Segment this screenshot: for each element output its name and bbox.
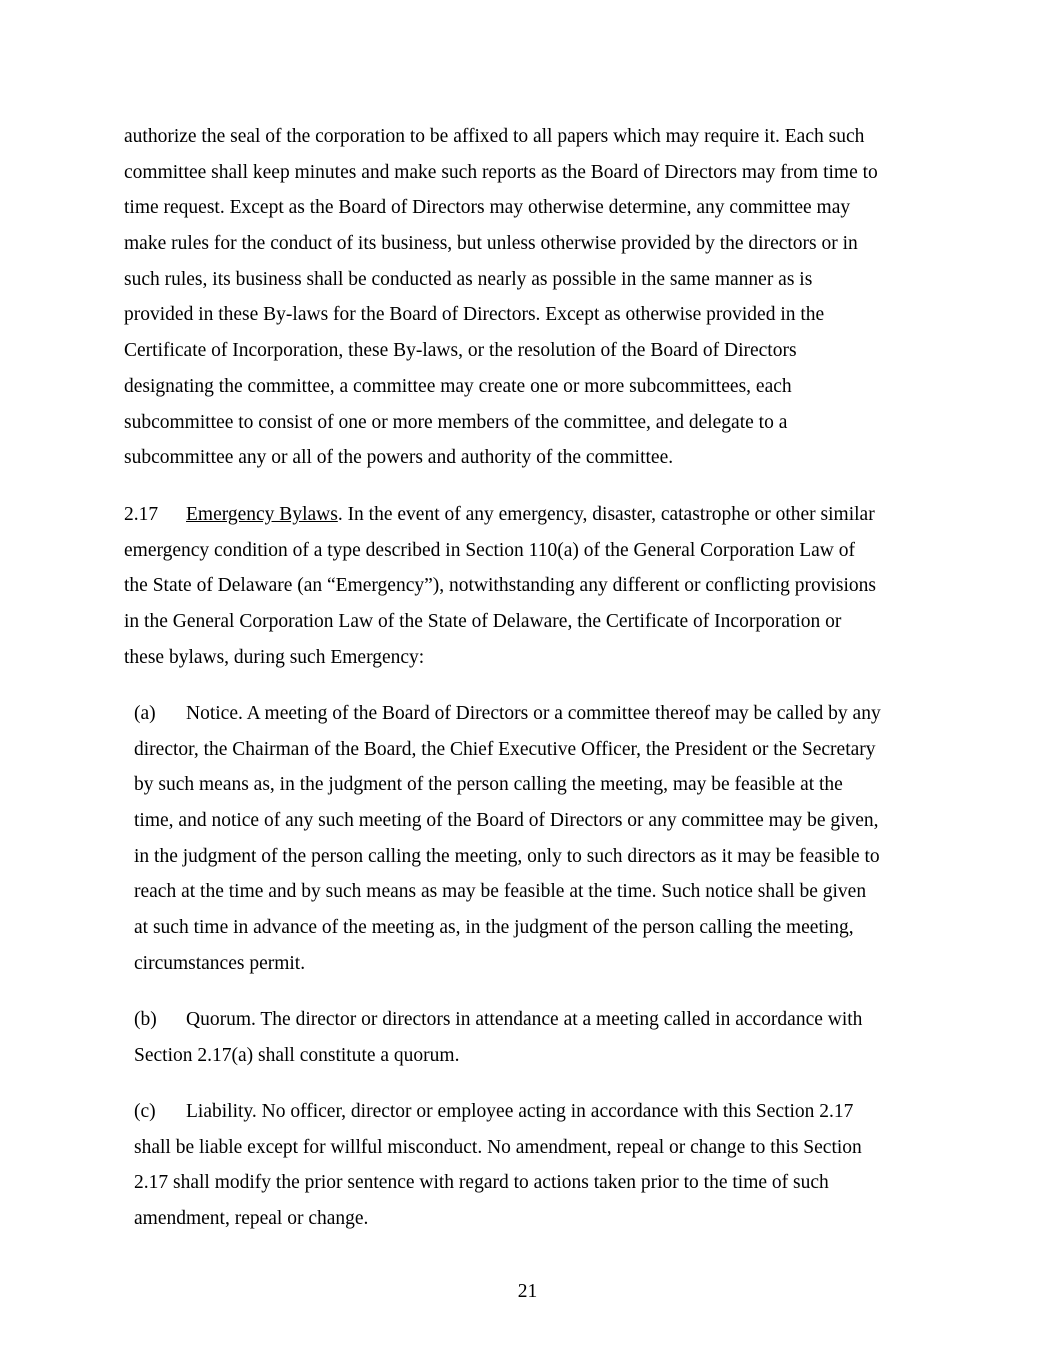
- subsection-first-line: [134, 1002, 862, 1038]
- subsection-a-notice: [134, 696, 881, 982]
- paragraph-committee-continuation: [124, 119, 878, 476]
- subsection-label: (a): [134, 703, 156, 724]
- text-line: subcommittee any or all of the powers and authority of the committee.: [124, 447, 674, 469]
- subsection-c-liability: [134, 1094, 862, 1237]
- text-line: subcommittee to consist of one or more members of the committee, and delegate to a: [124, 411, 788, 433]
- text-line: the State of Delaware (an “Emergency”), notwithstanding any different or conflicting provisions: [124, 575, 876, 597]
- section-heading: Emergency Bylaws: [186, 504, 338, 525]
- text-line: in the judgment of the person calling the meeting, only to such directors as it may be feasible to: [134, 845, 880, 867]
- text-line: Certificate of Incorporation, these By-laws, or the resolution of the Board of Directors: [124, 340, 797, 362]
- text-line: emergency condition of a type described in Section 110(a) of the General Corporation Law of: [124, 539, 856, 561]
- subsection-first-line: [134, 1094, 862, 1130]
- text-line: circumstances permit.: [134, 952, 306, 974]
- text-line: committee shall keep minutes and make such reports as the Board of Directors may from time to: [124, 161, 878, 183]
- text-line: time, and notice of any such meeting of the Board of Directors or any committee may be given,: [134, 810, 879, 832]
- text-fragment: Notice. A meeting of the Board of Directors or a committee thereof may be called by any: [186, 703, 881, 724]
- text-line: 2.17 shall modify the prior sentence with regard to actions taken prior to the time of such: [134, 1172, 829, 1194]
- text-line: provided in these By-laws for the Board of Directors. Except as otherwise provided in the: [124, 304, 825, 326]
- text-line: such rules, its business shall be conducted as nearly as possible in the same manner as is: [124, 268, 813, 290]
- subsection-label: (c): [134, 1101, 156, 1122]
- page-number: 21: [517, 1281, 538, 1302]
- text-line: authorize the seal of the corporation to be affixed to all papers which may require it. Each such: [124, 126, 865, 147]
- section-2-17-emergency-bylaws: [124, 497, 876, 675]
- text-line: in the General Corporation Law of the State of Delaware, the Certificate of Incorporation or: [124, 611, 842, 633]
- text-line: reach at the time and by such means as may be feasible at the time. Such notice shall be given: [134, 881, 867, 903]
- subsection-label: (b): [134, 1009, 157, 1030]
- text-fragment: Liability. No officer, director or employee acting in accordance with this Section 2.17: [186, 1101, 854, 1122]
- text-line: at such time in advance of the meeting as, in the judgment of the person calling the meeting,: [134, 917, 854, 939]
- text-fragment: . In the event of any emergency, disaster, catastrophe or other similar: [337, 504, 875, 525]
- section-heading-line: [124, 497, 876, 533]
- subsection-first-line: [134, 696, 881, 732]
- text-line: director, the Chairman of the Board, the Chief Executive Officer, the President or the Secretary: [134, 738, 876, 760]
- text-line: designating the committee, a committee may create one or more subcommittees, each: [124, 375, 792, 397]
- text-line: amendment, repeal or change.: [134, 1208, 369, 1230]
- text-fragment: Quorum. The director or directors in attendance at a meeting called in accordance with: [186, 1009, 863, 1030]
- text-line: time request. Except as the Board of Directors may otherwise determine, any committee may: [124, 197, 851, 219]
- text-line: these bylaws, during such Emergency:: [124, 646, 425, 668]
- text-line: shall be liable except for willful misconduct. No amendment, repeal or change to this Section: [134, 1136, 862, 1158]
- text-line: by such means as, in the judgment of the person calling the meeting, may be feasible at the: [134, 774, 843, 796]
- text-line: Section 2.17(a) shall constitute a quorum.: [134, 1044, 460, 1066]
- text-line: make rules for the conduct of its business, but unless otherwise provided by the directors or in: [124, 233, 858, 255]
- section-number: 2.17: [124, 504, 159, 525]
- subsection-b-quorum: [134, 1002, 862, 1073]
